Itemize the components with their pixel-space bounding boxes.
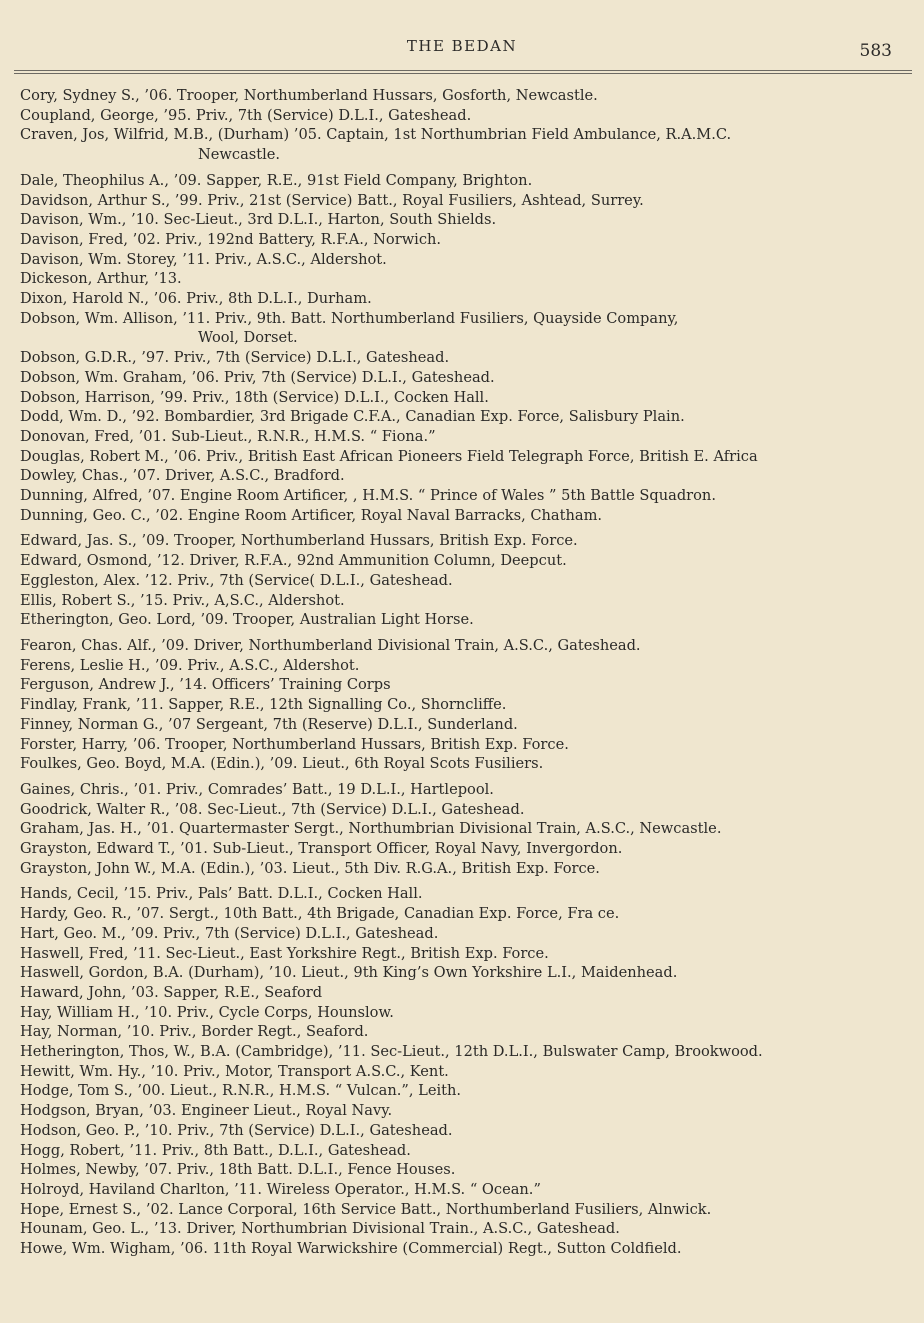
- entry-line: Hewitt, Wm. Hy., ’10. Priv., Motor, Transport A.S.C., Kent.: [20, 1062, 449, 1080]
- entry-line: Dobson, Harrison, ’99. Priv., 18th (Service) D.L.I., Cocken Hall.: [20, 388, 489, 406]
- entry-line: Haward, John, ’03. Sapper, R.E., Seaford: [20, 983, 323, 1001]
- entry-line: Dobson, G.D.R., ’97. Priv., 7th (Service) D.L.I., Gateshead.: [20, 349, 450, 367]
- entry-line: Ellis, Robert S., ’15. Priv., A,S.C., Aldershot.: [20, 591, 345, 609]
- entry-line: Davidson, Arthur S., ’99. Priv., 21st (Service) Batt., Royal Fusiliers, Ashtead, Surrey.: [20, 191, 644, 209]
- entry-line: Foulkes, Geo. Boyd, M.A. (Edin.), ’09. Lieut., 6th Royal Scots Fusiliers.: [20, 755, 544, 773]
- entry-line: Etherington, Geo. Lord, ’09. Trooper, Australian Light Horse.: [20, 611, 474, 629]
- entry-line: Hogg, Robert, ’11. Priv., 8th Batt., D.L.I., Gateshead.: [20, 1141, 411, 1159]
- entry-line: Dunning, Geo. C., ’02. Engine Room Artificer, Royal Naval Barracks, Chatham.: [20, 506, 603, 524]
- entry-line: Hay, William H., ’10. Priv., Cycle Corps, Hounslow.: [20, 1003, 394, 1021]
- entry-line: Haswell, Gordon, B.A. (Durham), ’10. Lieut., 9th King’s Own Yorkshire L.I., Maidenhead.: [20, 964, 678, 982]
- entry-line: Fearon, Chas. Alf., ’09. Driver, Northumberland Divisional Train, A.S.C., Gateshead.: [20, 636, 641, 654]
- entry-line: Dowley, Chas., ’07. Driver, A.S.C., Bradford.: [20, 467, 345, 485]
- entry-line: Edward, Jas. S., ’09. Trooper, Northumberland Hussars, British Exp. Force.: [20, 532, 578, 550]
- entry-line: Dodd, Wm. D., ’92. Bombardier, 3rd Brigade C.F.A., Canadian Exp. Force, Salisbury Plain.: [20, 408, 685, 426]
- letter-group-f: [20, 636, 915, 774]
- entry-line: Craven, Jos, Wilfrid, M.B., (Durham) ’05. Captain, 1st Northumbrian Field Ambulance, R.A.M.C.: [20, 126, 732, 144]
- entry-line: Finney, Norman G., ’07 Sergeant, 7th (Reserve) D.L.I., Sunderland.: [20, 715, 518, 733]
- entry-line: Gaines, Chris., ’01. Priv., Comrades’ Batt., 19 D.L.I., Hartlepool.: [20, 780, 494, 798]
- entry-line: Ferguson, Andrew J., ’14. Officers’ Training Corps: [20, 676, 391, 694]
- running-title: THE BEDAN: [406, 37, 518, 55]
- entry-line: Grayston, Edward T., ’01. Sub-Lieut., Transport Officer, Royal Navy, Invergordon.: [20, 840, 623, 858]
- page-header: [0, 0, 924, 70]
- roll-of-names: [20, 86, 915, 1265]
- entry-line: Hay, Norman, ’10. Priv., Border Regt., Seaford.: [20, 1023, 369, 1041]
- entry-line: Coupland, George, ’95. Priv., 7th (Service) D.L.I., Gateshead.: [20, 106, 472, 124]
- entry-line: Hardy, Geo. R., ’07. Sergt., 10th Batt., 4th Brigade, Canadian Exp. Force, Fra ce.: [20, 905, 620, 923]
- letter-group-h: [20, 884, 915, 1258]
- header-rule: [14, 70, 912, 74]
- letter-group-g: [20, 780, 915, 879]
- entry-continuation-line: Newcastle.: [198, 146, 281, 164]
- entry-line: Dunning, Alfred, ’07. Engine Room Artificer, , H.M.S. “ Prince of Wales ” 5th Battle Squadron.: [20, 487, 716, 505]
- letter-group-c: [20, 86, 915, 165]
- entry-line: Davison, Wm. Storey, ’11. Priv., A.S.C., Aldershot.: [20, 250, 387, 268]
- entry-line: Edward, Osmond, ’12. Driver, R.F.A., 92nd Ammunition Column, Deepcut.: [20, 552, 567, 570]
- entry-line: Hodson, Geo. P., ’10. Priv., 7th (Service) D.L.I., Gateshead.: [20, 1121, 453, 1139]
- entry-line: Dobson, Wm. Allison, ’11. Priv., 9th. Batt. Northumberland Fusiliers, Quayside Company,: [20, 309, 679, 327]
- letter-group-e: [20, 531, 915, 630]
- entry-line: Hands, Cecil, ’15. Priv., Pals’ Batt. D.L.I., Cocken Hall.: [20, 885, 423, 903]
- entry-line: Howe, Wm. Wigham, ’06. 11th Royal Warwickshire (Commercial) Regt., Sutton Coldfield.: [20, 1240, 682, 1258]
- entry-line: Dale, Theophilus A., ’09. Sapper, R.E., 91st Field Company, Brighton.: [20, 171, 533, 189]
- entry-line: Dobson, Wm. Graham, ’06. Priv, 7th (Service) D.L.I., Gateshead.: [20, 368, 495, 386]
- entry-line: Ferens, Leslie H., ’09. Priv., A.S.C., Aldershot.: [20, 656, 360, 674]
- entry-line: Goodrick, Walter R., ’08. Sec-Lieut., 7th (Service) D.L.I., Gateshead.: [20, 800, 525, 818]
- entry-line: Hope, Ernest S., ’02. Lance Corporal, 16th Service Batt., Northumberland Fusiliers, Alnwick.: [20, 1200, 712, 1218]
- entry-line: Hodgson, Bryan, ’03. Engineer Lieut., Royal Navy.: [20, 1102, 393, 1120]
- entry-line: Grayston, John W., M.A. (Edin.), ’03. Lieut., 5th Div. R.G.A., British Exp. Force.: [20, 859, 600, 877]
- entry-line: Graham, Jas. H., ’01. Quartermaster Sergt., Northumbrian Divisional Train, A.S.C., Newcastle.: [20, 820, 722, 838]
- page-number: 583: [859, 41, 892, 61]
- entry-line: Haswell, Fred, ’11. Sec-Lieut., East Yorkshire Regt., British Exp. Force.: [20, 944, 549, 962]
- letter-group-d: [20, 171, 915, 526]
- entry-continuation-line: Wool, Dorset.: [198, 329, 298, 347]
- entry-line: Donovan, Fred, ’01. Sub-Lieut., R.N.R., H.M.S. “ Fiona.”: [20, 427, 436, 445]
- entry-line: Dickeson, Arthur, ’13.: [20, 270, 182, 288]
- entry-line: Findlay, Frank, ’11. Sapper, R.E., 12th Signalling Co., Shorncliffe.: [20, 696, 507, 714]
- entry-line: Holmes, Newby, ’07. Priv., 18th Batt. D.L.I., Fence Houses.: [20, 1161, 456, 1179]
- entry-line: Davison, Fred, ’02. Priv., 192nd Battery, R.F.A., Norwich.: [20, 230, 442, 248]
- entry-line: Hetherington, Thos, W., B.A. (Cambridge), ’11. Sec-Lieut., 12th D.L.I., Bulswater Camp, Brookwood.: [20, 1043, 763, 1061]
- entry-line: Dixon, Harold N., ’06. Priv., 8th D.L.I., Durham.: [20, 290, 372, 308]
- entry-line: Hounam, Geo. L., ’13. Driver, Northumbrian Divisional Train., A.S.C., Gateshead.: [20, 1220, 620, 1238]
- entry-line: Hart, Geo. M., ’09. Priv., 7th (Service) D.L.I., Gateshead.: [20, 924, 439, 942]
- entry-line: Forster, Harry, ’06. Trooper, Northumberland Hussars, British Exp. Force.: [20, 735, 569, 753]
- entry-line: Eggleston, Alex. ’12. Priv., 7th (Service( D.L.I., Gateshead.: [20, 571, 453, 589]
- entry-line: Cory, Sydney S., ’06. Trooper, Northumberland Hussars, Gosforth, Newcastle.: [20, 87, 598, 104]
- entry-line: Douglas, Robert M., ’06. Priv., British East African Pioneers Field Telegraph Force, British E. Africa: [20, 447, 758, 465]
- entry-line: Holroyd, Haviland Charlton, ’11. Wireless Operator., H.M.S. “ Ocean.”: [20, 1180, 541, 1198]
- entry-line: Hodge, Tom S., ’00. Lieut., R.N.R., H.M.S. “ Vulcan.”, Leith.: [20, 1082, 462, 1100]
- entry-line: Davison, Wm., ’10. Sec-Lieut., 3rd D.L.I., Harton, South Shields.: [20, 211, 497, 229]
